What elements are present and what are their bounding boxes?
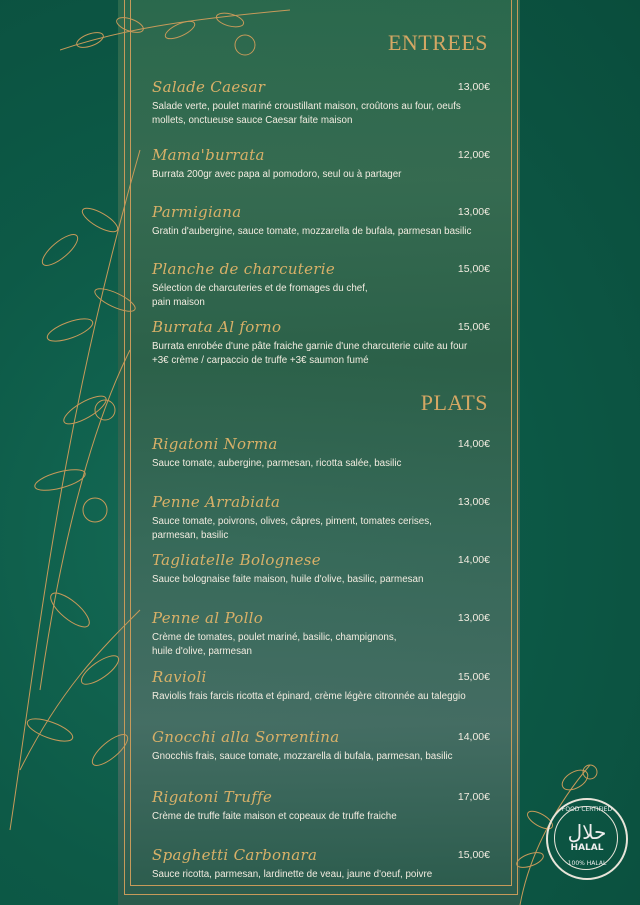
item-name: Salade Caesar (152, 78, 266, 96)
menu-item (152, 551, 492, 587)
item-price: 15,00€ (457, 849, 490, 861)
item-price: 17,00€ (457, 791, 490, 803)
item-name: Burrata Al forno (152, 318, 282, 336)
item-description: Crème de tomates, poulet mariné, basilic, champignons, huile d'olive, parmesan (152, 632, 397, 657)
item-description: Salade verte, poulet mariné croustillant maison, croûtons au four, oeufs mollets, onctueuse sauce Caesar faite maison (152, 101, 461, 126)
item-description: Raviolis frais farcis ricotta et épinard, crème légère citronnée au taleggio (152, 691, 466, 702)
badge-arabic-text: حلال (567, 820, 607, 844)
menu-item (152, 203, 492, 239)
item-description: Sauce tomate, poivrons, olives, câpres, piment, tomates cerises, parmesan, basilic (152, 516, 432, 541)
botanical-left-icon (0, 130, 150, 850)
item-name: Parmigiana (152, 203, 242, 221)
badge-halal-text: HALAL (570, 843, 604, 853)
item-description: Sauce ricotta, parmesan, lardinette de veau, jaune d'oeuf, poivre (152, 869, 433, 880)
menu-item (152, 260, 492, 309)
item-price: 13,00€ (457, 612, 490, 624)
item-name: Tagliatelle Bolognese (152, 551, 321, 569)
menu-item (152, 788, 492, 824)
menu-item (152, 78, 492, 127)
item-description: Crème de truffe faite maison et copeaux de truffe fraiche (152, 811, 397, 822)
item-price: 14,00€ (457, 438, 490, 450)
item-price: 12,00€ (457, 149, 490, 161)
menu-item (152, 318, 492, 367)
item-name: Penne Arrabiata (152, 493, 281, 511)
item-description: Sauce tomate, aubergine, parmesan, ricotta salée, basilic (152, 458, 402, 469)
halal-certified-badge (546, 798, 628, 880)
menu-item (152, 846, 492, 882)
item-description: Gnocchis frais, sauce tomate, mozzarella di bufala, parmesan, basilic (152, 751, 453, 762)
section-title-plats: PLATS (420, 390, 488, 415)
menu-item (152, 668, 492, 704)
item-description: Gratin d'aubergine, sauce tomate, mozzarella de bufala, parmesan basilic (152, 226, 472, 237)
item-description: Burrata 200gr avec papa al pomodoro, seul ou à partager (152, 169, 402, 180)
menu-item (152, 728, 492, 764)
item-name: Spaghetti Carbonara (152, 846, 318, 864)
item-price: 14,00€ (457, 554, 490, 566)
item-price: 13,00€ (457, 496, 490, 508)
item-name: Rigatoni Truffe (152, 788, 273, 806)
item-name: Penne al Pollo (152, 609, 264, 627)
item-price: 15,00€ (457, 263, 490, 275)
menu-item (152, 493, 492, 542)
badge-top-text: FOOD CERTIFIED (561, 806, 613, 813)
item-price: 13,00€ (457, 206, 490, 218)
item-price: 14,00€ (457, 731, 490, 743)
badge-bottom-text: 100% HALAL (567, 860, 607, 867)
item-description: Sélection de charcuteries et de fromages du chef, pain maison (152, 283, 368, 308)
item-description: Sauce bolognaise faite maison, huile d'olive, basilic, parmesan (152, 574, 424, 585)
item-name: Gnocchi alla Sorrentina (152, 728, 340, 746)
item-description: Burrata enrobée d'une pâte fraiche garnie d'une charcuterie cuite au four +3€ crème / carpaccio de truffe +3€ saumon fumé (152, 341, 468, 366)
item-name: Rigatoni Norma (152, 435, 278, 453)
item-price: 15,00€ (457, 321, 490, 333)
item-price: 13,00€ (457, 81, 490, 93)
item-price: 15,00€ (457, 671, 490, 683)
botanical-top-icon (60, 0, 290, 70)
section-title-entrees: ENTREES (387, 30, 488, 55)
menu-item (152, 435, 492, 471)
menu-item (152, 146, 492, 182)
item-name: Mama'burrata (152, 146, 265, 164)
menu-item (152, 609, 492, 658)
item-name: Planche de charcuterie (152, 260, 336, 278)
item-name: Ravioli (152, 668, 207, 686)
